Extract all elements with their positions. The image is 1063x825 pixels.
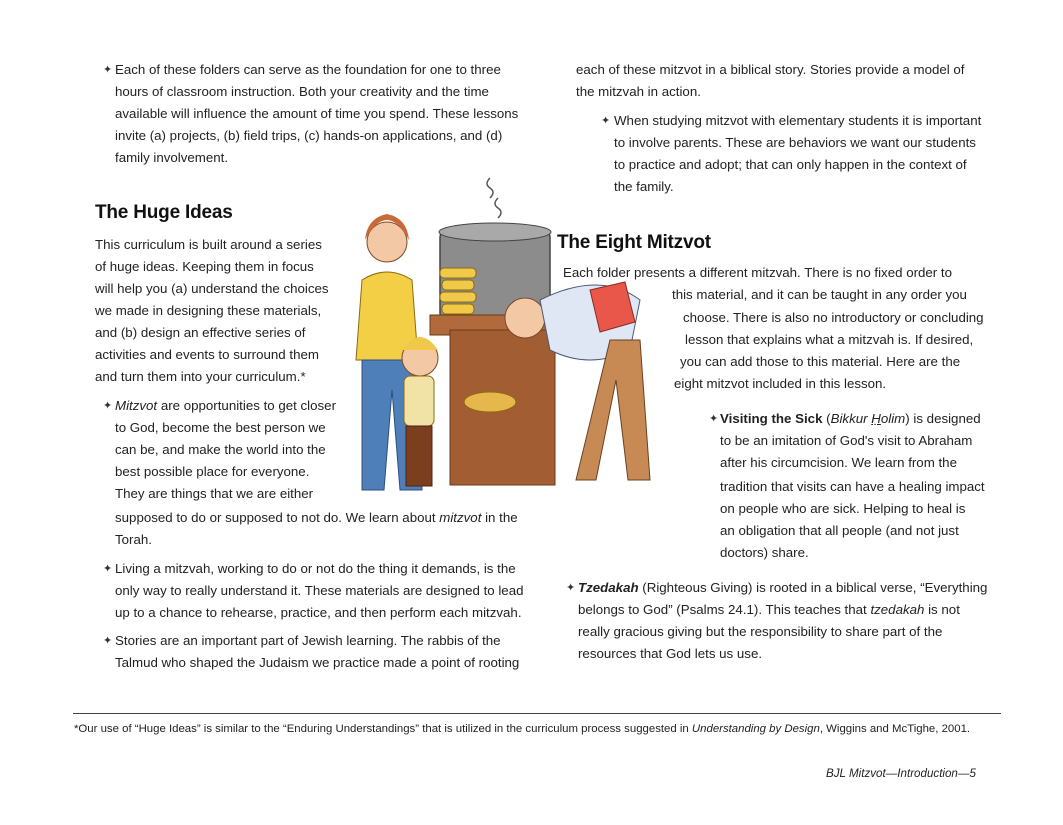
family-cooking-illustration <box>340 170 680 500</box>
bullet-marker: ✦ <box>566 582 576 594</box>
bowl-icon <box>464 392 516 412</box>
bullet-marker: ✦ <box>709 413 719 425</box>
eight-mitzvot-heading: The Eight Mitzvot <box>557 232 711 253</box>
bullet-marker: ✦ <box>103 64 113 76</box>
steam-icon <box>487 178 493 198</box>
huge-ideas-heading: The Huge Ideas <box>95 202 233 223</box>
page-footer: BJL Mitzvot—Introduction—5 <box>826 767 976 780</box>
grandfather-icon <box>505 298 545 338</box>
footnote-rule <box>73 713 1001 714</box>
bullet-marker: ✦ <box>103 400 113 412</box>
bullet-marker: ✦ <box>103 635 113 647</box>
footnote: *Our use of “Huge Ideas” is similar to the “Enduring Understandings” that is utilized in the curriculum process suggested in Understanding by Design, Wiggins and McTighe, 2001. <box>74 723 971 735</box>
bullet-marker: ✦ <box>601 115 611 127</box>
bullet-marker: ✦ <box>103 563 113 575</box>
